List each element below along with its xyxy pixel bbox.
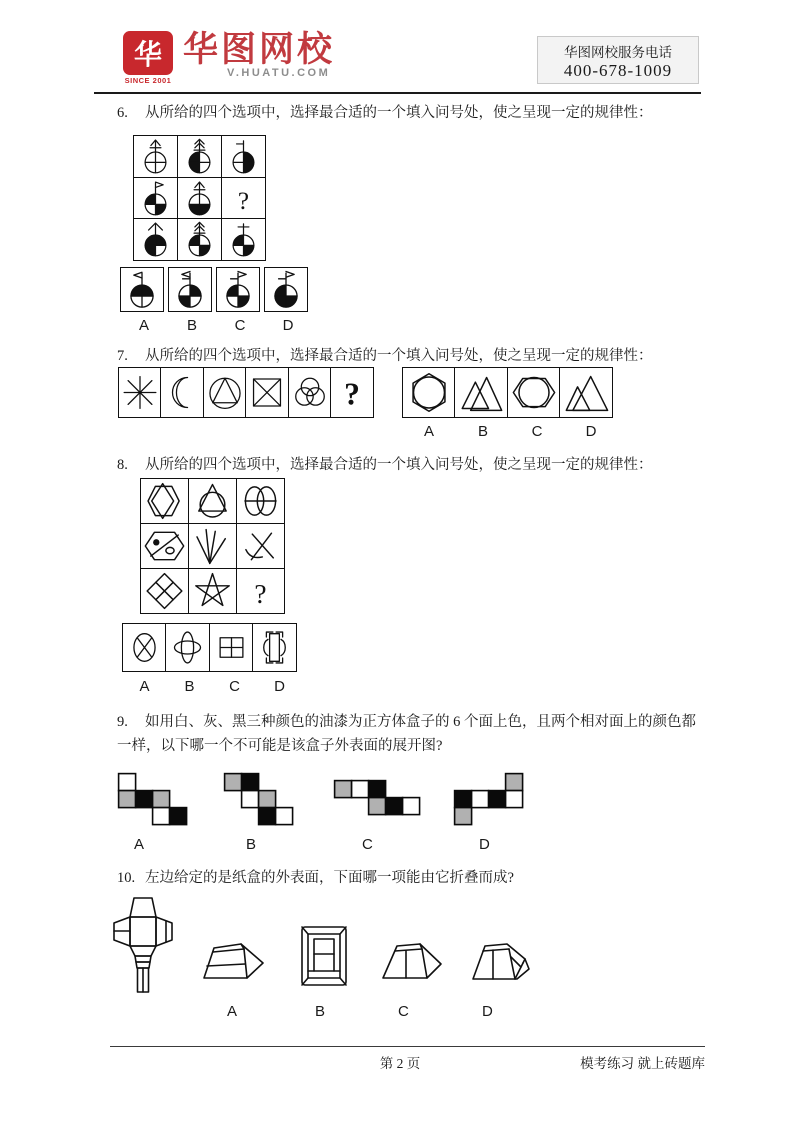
q8-grid-cell-star5 (189, 569, 237, 614)
question-9-number: 9. (117, 714, 128, 730)
q7-sequence-tri-in-circle (203, 367, 247, 418)
question-9-label-d: D (479, 836, 490, 853)
page-number: 第 2 页 (379, 1056, 421, 1071)
q8-option-ellipse-x (122, 623, 167, 672)
question-7-number: 7. (117, 348, 128, 364)
question-10-text (117, 866, 514, 887)
question-8-stem: 从所给的四个选项中，选择最合适的一个填入问号处，使之呈现一定的规律性： (145, 457, 653, 473)
question-10-option-c-figure (381, 938, 445, 982)
question-8-option-labels (122, 678, 302, 695)
q6-option-label: B (186, 317, 197, 334)
question-10-option-d-figure (471, 937, 533, 983)
question-6-text (117, 101, 653, 122)
question-6-option-labels (120, 317, 312, 334)
question-10-stem: 左边给定的是纸盒的外表面，下面哪一项能由它折叠而成? (145, 870, 514, 886)
question-6-figure-grid (133, 135, 266, 261)
q8-grid-cell-hex-dots (141, 524, 189, 569)
footer-divider (110, 1046, 705, 1047)
service-phone-box (537, 36, 699, 84)
q7-sequence-x-square (245, 367, 289, 418)
question-9-text-line1 (117, 710, 696, 731)
service-phone-label: 华图网校服务电话 (564, 45, 672, 60)
header-divider (94, 92, 701, 94)
q8-grid-cell-hex-diamond (141, 479, 189, 524)
svg-text:?: ? (254, 578, 267, 609)
brand-block (183, 31, 335, 79)
badge-char: 华 (133, 39, 162, 70)
question-10-label-c: C (398, 1003, 409, 1020)
huatu-logo (123, 31, 335, 85)
q8-option-label: A (139, 678, 150, 695)
question-9-net-a (117, 772, 185, 823)
q8-grid-cell-line-fan (189, 524, 237, 569)
question-6-stem: 从所给的四个选项中，选择最合适的一个填入问号处，使之呈现一定的规律性： (145, 105, 653, 121)
q8-option-label: C (229, 678, 240, 695)
q7-option-tri-overlap2 (559, 367, 613, 418)
q7-option-label: C (531, 423, 543, 440)
q6-option-flag-circle (264, 267, 308, 312)
q8-option-ellipse-cross (165, 623, 210, 672)
q6-grid-cell-flag-circle (222, 136, 266, 178)
q7-sequence-crescent (160, 367, 204, 418)
q6-grid-cell-flag-circle (222, 219, 266, 261)
question-9-stem-line1: 如用白、灰、黑三种颜色的油漆为正方体盒子的 6 个面上色，且两个相对面上的颜色都 (145, 714, 696, 730)
q6-grid-cell-qmark (222, 178, 266, 220)
q6-grid-cell-flag-circle (178, 219, 222, 261)
q6-grid-cell-flag-circle (178, 178, 222, 220)
question-7-option-labels (402, 423, 618, 440)
question-9-net-c (333, 779, 418, 813)
q8-grid-cell-x-curve (237, 524, 285, 569)
q6-option-flag-circle (120, 267, 164, 312)
brand-name: 华图网校 (183, 30, 336, 69)
question-9-net-d (453, 772, 521, 823)
question-10-label-a: A (227, 1003, 238, 1020)
question-6-options (120, 267, 308, 312)
q8-option-rect-brackets (252, 623, 297, 672)
q8-grid-cell-tri-circle (189, 479, 237, 524)
question-9-label-b: B (246, 836, 257, 853)
question-9-label-a: A (134, 836, 145, 853)
question-10-option-b-figure (299, 924, 349, 990)
question-10-option-a-figure (201, 933, 267, 985)
question-6-number: 6. (117, 105, 128, 121)
q6-grid-cell-flag-circle (134, 178, 178, 220)
service-phone-number: 400-678-1009 (563, 61, 673, 80)
q6-option-label: A (138, 317, 149, 334)
q7-option-label: B (477, 423, 488, 440)
q6-grid-cell-flag-circle (134, 219, 178, 261)
q7-sequence-asterisk8 (118, 367, 162, 418)
question-7-options (402, 367, 613, 418)
svg-text:?: ? (237, 187, 250, 215)
q8-option-label: B (184, 678, 195, 695)
question-8-figure-grid (140, 478, 285, 614)
question-8-options (122, 623, 297, 672)
question-9-text-line2: 一样，以下哪一个不可能是该盒子外表面的展开图? (117, 738, 443, 754)
q7-option-label: A (423, 423, 434, 440)
q6-option-label: C (234, 317, 246, 334)
q6-option-flag-circle (168, 267, 212, 312)
q8-grid-cell-four-diamonds (141, 569, 189, 614)
brand-domain: V.HUATU.COM (227, 66, 331, 79)
question-7-stem: 从所给的四个选项中，选择最合适的一个填入问号处，使之呈现一定的规律性： (145, 348, 653, 364)
q7-option-tri-overlap (454, 367, 508, 418)
question-10-label-d: D (482, 1003, 493, 1020)
question-7-sequence (118, 367, 374, 418)
huatu-badge-icon (123, 31, 173, 75)
question-8-number: 8. (117, 457, 128, 473)
question-9-label-c: C (362, 836, 373, 853)
footer-slogan: 模考练习 就上砖题库 (580, 1056, 705, 1071)
question-9-net-b (223, 772, 291, 823)
huatu-badge (123, 31, 173, 85)
question-10-number: 10. (117, 870, 136, 886)
svg-text:?: ? (344, 376, 360, 412)
q8-grid-cell-qmark (237, 569, 285, 614)
q7-option-circle-hex (507, 367, 561, 418)
question-10-label-b: B (315, 1003, 326, 1020)
q8-option-label: D (274, 678, 285, 695)
q6-option-label: D (282, 317, 294, 334)
q7-sequence-qmark-bold (330, 367, 374, 418)
q7-sequence-three-circles (288, 367, 332, 418)
question-7-text (117, 344, 653, 365)
q7-option-label: D (585, 423, 597, 440)
question-10-unfolded-net (110, 896, 176, 996)
q7-option-hex-circle (402, 367, 456, 418)
q8-grid-cell-two-ellipses-line (237, 479, 285, 524)
q8-option-grid4 (209, 623, 254, 672)
q6-option-flag-circle (216, 267, 260, 312)
q6-grid-cell-flag-circle (134, 136, 178, 178)
since-label: SINCE 2001 (124, 76, 172, 85)
question-8-text (117, 453, 653, 474)
q6-grid-cell-flag-circle (178, 136, 222, 178)
